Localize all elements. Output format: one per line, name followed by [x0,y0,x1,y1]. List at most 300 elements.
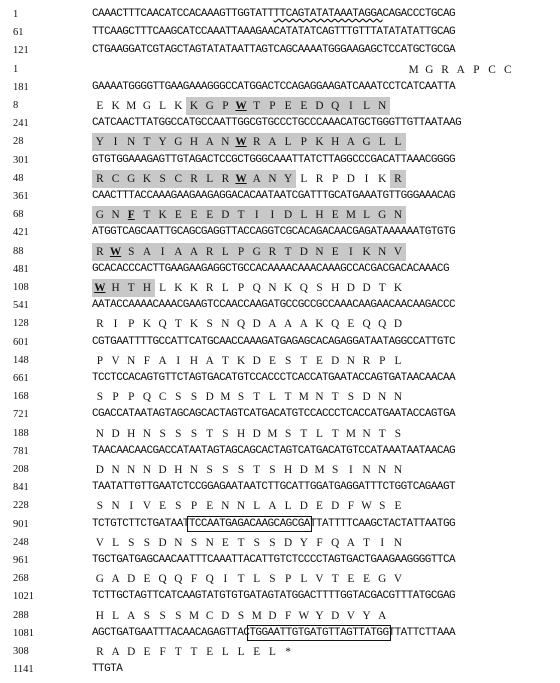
residue: L [253,500,261,513]
residue: G [95,573,104,586]
residue: S [190,391,198,404]
residue: A [158,354,167,367]
residue: C [108,170,124,188]
residue: K [378,172,387,185]
residue: E [159,500,167,513]
residue: N [189,464,199,476]
tata-box-mark: TTCAGTATATAAATAGGA [273,8,383,20]
residue: T [284,391,292,404]
amino-acid-sequence [92,206,406,224]
residue: N [205,536,214,549]
residue: M [298,391,309,404]
residue: E [268,354,276,367]
residue: D [95,464,104,476]
residue: K [393,282,402,294]
residue: N [127,354,136,367]
residue: W [233,133,249,151]
residue: M [267,427,278,440]
residue: T [331,391,339,404]
residue: I [176,354,181,367]
residue: M [126,100,137,112]
nucleotide-row [0,552,560,570]
residue: K [155,206,171,224]
amino-acid-sequence [92,352,406,370]
residue: E [96,100,104,112]
residue: D [312,97,328,115]
residue: Q [158,318,167,331]
residue: K [111,100,120,112]
nucleotide-sequence: AATACCAAAACAAACGAAGTCCAACCAAGATGCCGCCGCCAAACAAGAACAACAAGACCC [92,299,456,312]
residue: R [92,170,108,188]
amino-acid-sequence [92,133,406,151]
residue: I [364,172,369,185]
residue: N [221,318,230,331]
residue: P [237,282,245,294]
residue: S [347,391,354,404]
residue: H [189,354,199,367]
residue: P [296,133,312,151]
residue: N [312,243,328,261]
residue: K [189,318,199,331]
position-number: 541 [13,300,29,312]
nucleotide-sequence: TAACAACAACGACCATAATAGTAGCAGCACTAGTCATGACATGTCCATAAATAATAACAG [92,444,456,457]
residue: F [316,536,323,549]
residue: Y [315,609,324,622]
nucleotide-sequence: TCTGTCTTCTGATAATTCCAATGAGACAAGCAGCGATTATTTTCAAGCTACTATTAATGG [92,517,456,530]
nucleotide-row [0,479,560,497]
residue: F [123,206,139,224]
residue: T [280,243,296,261]
residue: E [253,646,261,658]
position-number: 228 [13,500,29,512]
residue: D [111,427,120,440]
residue: S [237,464,245,476]
position-number: 248 [13,536,29,548]
residue: H [108,279,124,297]
residue: D [280,206,296,224]
residue: S [394,427,402,440]
amino-acid-sequence [92,170,406,188]
amino-acid-row [0,133,560,151]
residue: T [237,536,245,549]
residue: D [331,354,340,367]
residue: I [129,500,134,513]
residue: A [205,354,214,367]
residue: N [111,500,120,513]
residue: M [188,609,199,622]
residue: A [268,500,277,513]
residue: L [284,500,292,513]
residue: M [343,206,359,224]
residue: N [142,427,151,440]
residue: Q [158,573,167,586]
residue: P [233,243,249,261]
amino-acid-sequence [92,497,406,515]
residue: D [393,318,402,331]
residue: S [269,536,276,549]
residue: L [159,282,167,294]
residue: L [394,354,402,367]
residue: E [363,573,370,586]
residue: N [236,500,246,513]
residue: R [92,243,108,261]
residue: S [316,282,323,294]
residue: W [92,279,108,297]
residue: D [299,500,308,513]
nucleotide-row [0,443,560,461]
residue: L [296,206,312,224]
residue: P [218,97,234,115]
residue: D [205,391,214,404]
residue: I [223,573,228,586]
residue: I [380,536,385,549]
residue: E [143,646,151,658]
position-number: 961 [13,555,29,566]
nucleotide-row [0,334,560,352]
residue: S [190,427,198,440]
amino-acid-sequence [92,243,406,261]
residue: N [362,464,371,476]
nucleotide-row [0,370,560,388]
residue: L [280,133,296,151]
residue: T [174,318,182,331]
position-number: 68 [13,209,24,221]
position-number: 61 [13,27,24,39]
residue: V [315,573,324,586]
residue: L [112,609,119,622]
residue: P [96,354,103,367]
residue: C [503,63,512,76]
nucleotide-sequence: GAAAATGGGGTTGAAGAAAGGGCCATGGACTCCAGAGGAAGATCAAATCCTCATCAATTA [92,80,456,93]
residue: A [378,609,387,622]
residue: S [379,500,386,513]
residue: K [315,318,324,331]
position-number: 108 [13,282,29,293]
residue: I [343,97,359,115]
residue: I [343,243,359,261]
residue: N [374,243,390,261]
residue: I [249,206,265,224]
residue: C [488,63,496,76]
residue: N [393,464,402,476]
residue: L [300,573,308,586]
residue: S [190,536,198,549]
nucleotide-sequence: AGCTGATGAATTTACAACAGAGTTACTGGAATTGTGATGTTAGTTATGGTTATTCTTAAA [92,626,456,639]
residue: T [190,646,198,658]
amino-acid-sequence [92,534,406,552]
residue: M [251,609,262,622]
residue: S [155,170,171,188]
residue: I [265,206,281,224]
residue: Q [299,282,308,294]
residue: F [143,354,151,367]
residue: Y [280,170,296,188]
residue: M [220,391,231,404]
amino-acid-row [0,388,560,406]
residue: G [142,100,151,112]
residue: D [284,536,293,549]
residue: R [265,243,281,261]
residue: T [378,282,386,294]
residue: S [332,464,339,476]
residue: K [236,354,246,367]
residue: F [347,500,354,513]
position-number: 1141 [13,664,34,676]
residue: M [345,427,356,440]
residue: Q [378,318,387,331]
amino-acid-sequence [92,279,406,297]
residue: L [316,427,323,440]
residue: Q [236,318,246,331]
residue: E [186,206,202,224]
residue: S [237,609,245,622]
position-number: 8 [13,100,19,111]
residue: H [186,133,202,151]
residue: T [206,427,214,440]
residue: L [268,646,276,658]
residue: W [298,609,310,622]
position-number: 481 [13,263,29,275]
nucleotide-sequence: TTGTA [92,663,123,676]
residue: L [202,170,218,188]
residue: E [347,573,355,586]
residue: R [202,243,218,261]
residue: D [252,427,261,440]
residue: R [96,646,104,658]
residue: T [331,427,339,440]
primer-box: TGGAATTGTGATGTTAGTTATGG [249,626,389,639]
residue: N [393,391,402,404]
residue: I [155,243,171,261]
residue: P [112,391,119,404]
nucleotide-row [0,406,560,424]
position-number: 168 [13,391,29,403]
residue: K [174,100,183,112]
residue: P [190,500,198,513]
residue: N [142,464,151,476]
residue: D [296,243,312,261]
position-number: 121 [13,45,29,57]
nucleotide-sequence: GCACACCCACTTGAAGAAGAGGCTGCCACAAAACAAACAAAGCCACGACGACACAAACG [92,262,450,275]
nucleotide-row [0,625,560,643]
nucleotide-row [0,152,560,170]
residue: N [265,170,281,188]
residue: T [300,427,308,440]
residue: K [284,282,293,294]
amino-acid-row [0,497,560,515]
residue: S [175,391,182,404]
residue: G [249,243,265,261]
nucleotide-sequence: TAATATTGTTGAATCTCCGGAGAATAATCTTGCATTGGATGAGGATTTCTGGTCAGAAGT [92,481,456,494]
residue: C [170,170,186,188]
amino-acid-sequence [92,388,406,406]
residue: G [378,573,387,586]
amino-acid-row [0,206,560,224]
residue: I [108,133,124,151]
residue: H [312,206,328,224]
residue: K [142,318,151,331]
residue: N [390,206,406,224]
residue: T [139,133,155,151]
residue: R [249,133,265,151]
residue: W [233,97,249,115]
nucleotide-row [0,6,560,24]
nucleotide-sequence: CATCAACTTATGGCCATGCCAATTGGCGTGCCCTGCCCAAACATGCTGGGTTGTTAATAAG [92,117,462,130]
residue: W [361,500,372,513]
residue: S [175,427,182,440]
nucleotide-row [0,661,560,679]
residue: T [249,97,265,115]
residue: V [142,500,151,513]
residue: W [108,243,124,261]
residue: T [253,464,261,476]
residue: E [202,206,218,224]
position-number: 1081 [13,627,34,639]
residue: D [221,609,230,622]
residue: N [95,427,104,440]
residue: E [316,500,323,513]
residue: T [221,354,229,367]
position-number: 148 [13,354,29,366]
residue: L [359,97,375,115]
residue: E [143,573,151,586]
residue: S [222,427,229,440]
residue: T [363,536,370,549]
residue: D [158,536,167,549]
residue: Q [142,391,151,404]
nucleotide-sequence: CAAACTTTCAACATCCACAAAGTTGGTATTTTCAGTATATAAATAGGACAGACCCTGCAG [92,8,456,20]
residue: Q [252,282,261,294]
position-number: 901 [13,518,29,530]
residue: Y [155,133,171,151]
residue: P [473,63,480,76]
residue: H [95,609,104,622]
amino-acid-sequence [92,570,406,588]
nucleotide-sequence: TCCTCCACAGTGTTCTAGTGACATGTCCACCCTCACCATGAATACCAGTGATAACAACAA [92,372,456,384]
nucleotide-row [0,24,560,42]
residue: E [296,97,312,115]
residue: A [268,318,277,331]
nucleotide-row [0,79,560,97]
residue: * [285,646,291,658]
amino-acid-sequence [92,61,516,79]
residue: N [268,282,277,294]
residue: E [206,646,214,658]
position-number: 88 [13,245,24,257]
residue: C [158,391,167,404]
position-number: 28 [13,136,24,148]
residue: T [233,206,249,224]
residue: D [252,354,261,367]
amino-acid-row [0,61,560,79]
residue: S [143,536,151,549]
residue: N [127,464,136,476]
position-number: 301 [13,154,29,166]
residue: S [96,500,103,513]
residue: D [362,282,371,294]
amino-acid-row [0,352,560,370]
residue: A [299,318,308,331]
residue: S [128,536,135,549]
residue: H [331,282,340,294]
residue: E [170,206,186,224]
amino-acid-row [0,170,560,188]
nucleotide-row [0,297,560,315]
amino-acid-row [0,607,560,625]
residue: G [123,170,139,188]
residue: Y [362,609,371,622]
residue: L [390,133,406,151]
position-number: 181 [13,81,29,93]
residue: D [346,282,355,294]
residue: L [253,573,261,586]
amino-acid-sequence [92,97,390,115]
residue: N [174,536,183,549]
residue: N [393,536,402,549]
residue: P [332,172,339,185]
residue: H [284,464,293,476]
residue: T [253,391,261,404]
residue: N [108,206,124,224]
residue: Q [331,536,340,549]
residue: G [92,206,108,224]
residue: F [284,609,292,622]
nucleotide-sequence: GTGTGGAAAGAGTTGTAGACTCCGCTGGGCAAATTATCTTAGGCCCGACATTAAACGGGG [92,153,456,166]
residue: L [112,536,119,549]
residue: H [236,427,246,440]
amino-acid-row [0,279,560,297]
residue: I [348,464,353,476]
nucleotide-sequence: ATGGTCAGCAATTGCAGCGAGGTTACCAGGTCGCACAGACAACGAGATAAAAAATGTGTG [92,226,456,239]
position-number: 48 [13,172,24,184]
residue: L [374,133,390,151]
residue: C [205,609,214,622]
residue: G [170,133,186,151]
residue: R [390,170,406,188]
residue: T [123,279,139,297]
amino-acid-sequence [92,315,406,333]
residue: N [315,391,324,404]
residue: D [218,206,234,224]
residue: R [218,170,234,188]
residue: Q [331,318,340,331]
residue: K [186,97,202,115]
residue: N [346,354,355,367]
residue: L [237,646,245,658]
position-number: 1 [13,9,19,20]
residue: I [113,318,118,331]
residue: A [265,133,281,151]
nucleotide-row [0,115,560,133]
residue: A [284,318,293,331]
nucleotide-row [0,42,560,60]
residue: A [202,133,218,151]
residue: N [378,391,387,404]
residue: H [139,279,155,297]
residue: E [206,500,214,513]
nucleotide-row [0,516,560,534]
residue: S [284,354,292,367]
residue: S [143,609,151,622]
residue: A [343,133,359,151]
residue: N [362,427,371,440]
residue: Y [92,133,108,151]
residue: E [327,206,343,224]
residue: D [158,464,167,476]
residue: T [139,206,155,224]
position-number: 421 [13,227,29,239]
nucleotide-sequence: CGTGAATTTTGCCATTCATGCAACCAAAGATGAGAGCACAGAGGATAATAGGCCATTGTC [92,335,456,348]
